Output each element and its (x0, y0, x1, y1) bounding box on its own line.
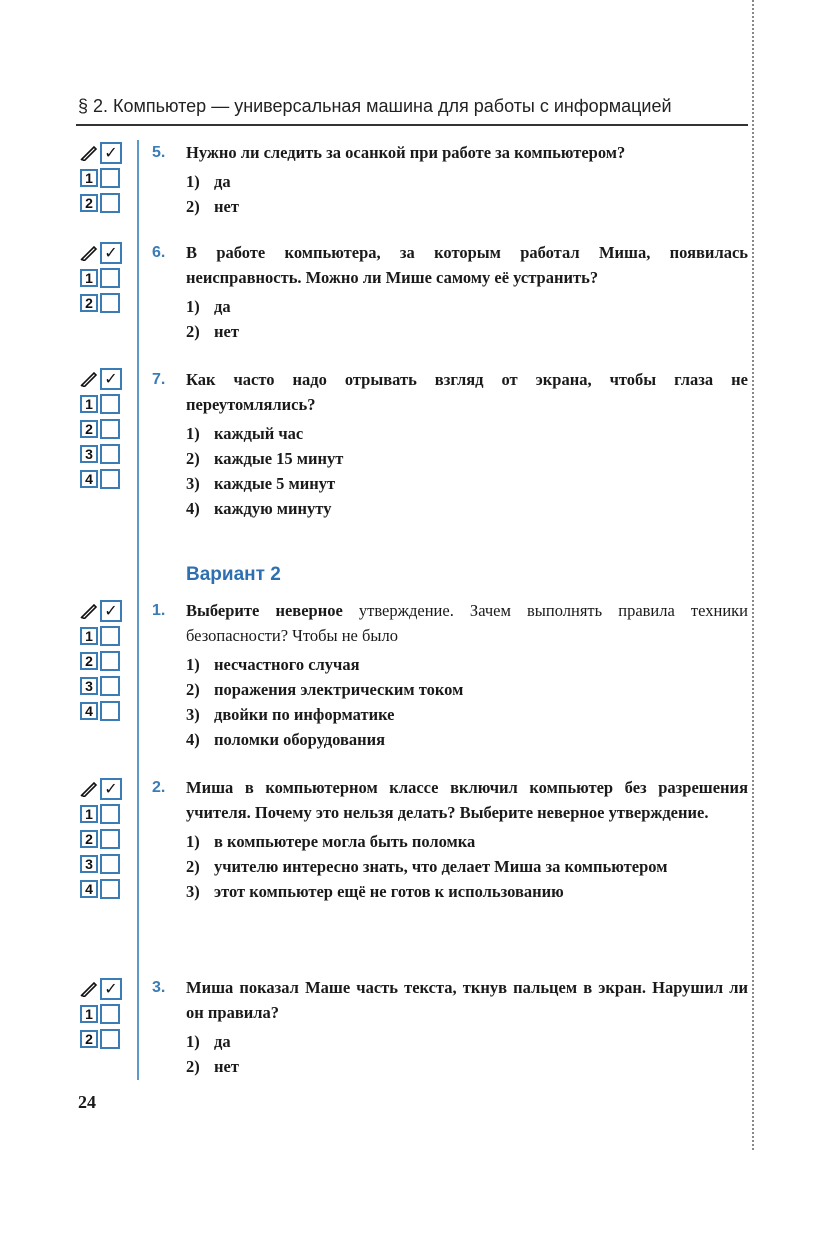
option-number: 3 (80, 855, 98, 873)
option-number: 2 (80, 830, 98, 848)
question-number: 3. (152, 979, 166, 996)
answer-option: 1) каждый час (186, 424, 304, 443)
question (152, 240, 748, 344)
check-box[interactable]: ✓ (100, 368, 122, 390)
option-box[interactable] (100, 469, 120, 489)
option-number: 2 (80, 294, 98, 312)
option-box[interactable] (100, 626, 120, 646)
option-box[interactable] (100, 419, 120, 439)
option-box[interactable] (100, 268, 120, 288)
answer-checkbox-group (78, 600, 122, 725)
option-box[interactable] (100, 168, 120, 188)
answer-checkbox-group (78, 978, 122, 1053)
option-number: 4 (80, 470, 98, 488)
answer-option: 3) двойки по информатике (186, 705, 395, 724)
answer-option: 3) этот компьютер ещё не готов к использованию (186, 882, 564, 901)
check-box[interactable]: ✓ (100, 600, 122, 622)
option-number: 1 (80, 269, 98, 287)
option-box[interactable] (100, 879, 120, 899)
emphasis: неверное (537, 803, 605, 822)
answer-option: 3) каждые 5 минут (186, 474, 336, 493)
question-text: Выберите неверное утверждение. Зачем выполнять правила техники безопасности? Чтобы не было (186, 601, 748, 645)
option-box[interactable] (100, 1029, 120, 1049)
answer-option: 1) да (186, 172, 231, 191)
pencil-icon (78, 243, 100, 263)
answer-checkbox-group (78, 142, 122, 217)
question-text: Миша в компьютерном классе включил компьютер без разрешения учителя. Почему это нельзя делать? Выберите неверное утверждение. (186, 778, 748, 822)
option-number: 1 (80, 627, 98, 645)
pencil-icon (78, 979, 100, 999)
margin-rule (137, 140, 139, 1080)
answer-checkbox-group (78, 778, 122, 903)
option-box[interactable] (100, 651, 120, 671)
question-number: 6. (152, 244, 166, 261)
option-box[interactable] (100, 676, 120, 696)
question (152, 367, 748, 521)
answer-option: 2) каждые 15 минут (186, 449, 344, 468)
emphasis: неверное (275, 601, 343, 620)
check-box[interactable]: ✓ (100, 242, 122, 264)
question-text: В работе компьютера, за которым работал Миша, появилась неисправность. Можно ли Мише самому её устранить? (186, 243, 748, 287)
question (152, 598, 748, 752)
pencil-icon (78, 369, 100, 389)
question-number: 7. (152, 371, 166, 388)
cut-line (752, 0, 754, 1150)
question-number: 1. (152, 602, 166, 619)
option-number: 2 (80, 194, 98, 212)
question-number: 2. (152, 779, 166, 796)
answer-option: 4) каждую минуту (186, 499, 332, 518)
option-number: 4 (80, 880, 98, 898)
answer-option: 4) поломки оборудования (186, 730, 386, 749)
answer-option: 2) нет (186, 1057, 239, 1076)
question (152, 775, 748, 904)
option-number: 1 (80, 169, 98, 187)
check-box[interactable]: ✓ (100, 778, 122, 800)
pencil-icon (78, 779, 100, 799)
answer-option: 2) учителю интересно знать, что делает Миша за компьютером (186, 857, 668, 876)
option-number: 3 (80, 445, 98, 463)
answer-option: 1) несчастного случая (186, 655, 360, 674)
page-number: 24 (78, 1092, 96, 1112)
option-number: 2 (80, 420, 98, 438)
option-number: 1 (80, 1005, 98, 1023)
option-box[interactable] (100, 1004, 120, 1024)
pencil-icon (78, 601, 100, 621)
answer-option: 2) нет (186, 322, 239, 341)
header-rule (76, 124, 748, 126)
question-text: Как часто надо отрывать взгляд от экрана, чтобы глаза не переутомлялись? (186, 370, 748, 414)
option-number: 3 (80, 677, 98, 695)
option-box[interactable] (100, 701, 120, 721)
answer-option: 2) поражения электрическим током (186, 680, 464, 699)
option-box[interactable] (100, 854, 120, 874)
option-box[interactable] (100, 293, 120, 313)
answer-checkbox-group (78, 368, 122, 493)
answer-option: 1) да (186, 1032, 231, 1051)
page-header: § 2. Компьютер — универсальная машина для работы с информацией (78, 96, 672, 116)
answer-checkbox-group (78, 242, 122, 317)
option-number: 4 (80, 702, 98, 720)
question-text: Нужно ли следить за осанкой при работе за компьютером? (186, 143, 626, 162)
option-number: 1 (80, 805, 98, 823)
variant-title: Вариант 2 (186, 564, 281, 585)
option-number: 1 (80, 395, 98, 413)
option-box[interactable] (100, 804, 120, 824)
option-box[interactable] (100, 394, 120, 414)
pencil-icon (78, 143, 100, 163)
option-number: 2 (80, 652, 98, 670)
check-box[interactable]: ✓ (100, 142, 122, 164)
question-number: 5. (152, 144, 166, 161)
answer-option: 1) да (186, 297, 231, 316)
option-number: 2 (80, 1030, 98, 1048)
question (152, 975, 748, 1079)
option-box[interactable] (100, 444, 120, 464)
answer-option: 2) нет (186, 197, 239, 216)
option-box[interactable] (100, 829, 120, 849)
answer-option: 1) в компьютере могла быть поломка (186, 832, 476, 851)
question (152, 140, 748, 219)
check-box[interactable]: ✓ (100, 978, 122, 1000)
option-box[interactable] (100, 193, 120, 213)
question-text: Миша показал Маше часть текста, ткнув пальцем в экран. Нарушил ли он правила? (186, 978, 748, 1022)
